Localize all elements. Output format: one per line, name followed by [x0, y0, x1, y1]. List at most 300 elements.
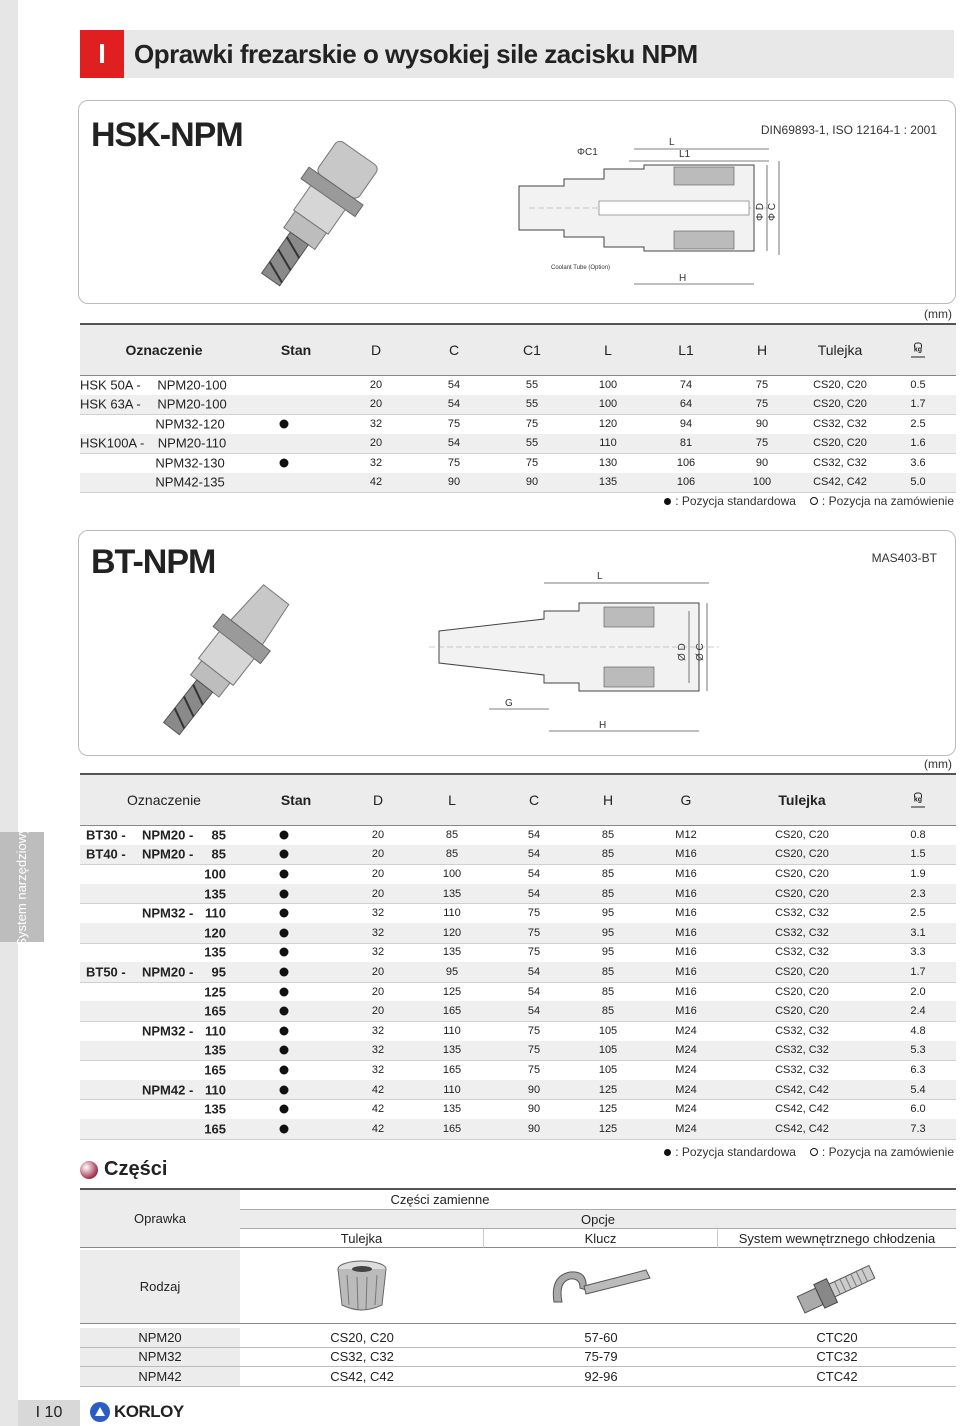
cell-h: 85 [601, 867, 615, 880]
cell-kg: 2.4 [910, 1005, 926, 1018]
cell-g: M16 [675, 965, 697, 978]
cell-l: 100 [598, 378, 618, 391]
cell-kg: 1.7 [910, 965, 926, 978]
cell-c1: 55 [525, 437, 539, 450]
row-length: 110 [205, 1023, 226, 1039]
row-prefix: HSK 63A - [80, 396, 141, 412]
cell-d: 20 [371, 965, 385, 978]
cell-h: 95 [601, 946, 615, 959]
standard-dot-icon [280, 830, 289, 839]
cell-c: 54 [527, 985, 541, 998]
row-length: 165 [204, 1062, 226, 1078]
cell-d: 20 [371, 985, 385, 998]
cell-l: 110 [443, 1024, 461, 1037]
cell-c: 54 [527, 887, 541, 900]
cell-c1: 75 [525, 456, 539, 469]
table-row [80, 903, 956, 924]
cell-g: M16 [675, 946, 697, 959]
cell-c: 75 [527, 926, 541, 939]
cell-d: 20 [371, 828, 385, 841]
col-h: H [602, 792, 614, 808]
hsk-title: HSK-NPM [91, 116, 243, 154]
table-row [80, 962, 956, 983]
cell-d: 32 [371, 1063, 385, 1076]
cell-kg: 4.8 [910, 1024, 926, 1037]
cell-tulejka: CS20, C20 [775, 965, 829, 978]
standard-dot-icon [280, 850, 289, 859]
bt-standard: MAS403-BT [871, 551, 937, 565]
cell-g: M16 [675, 848, 697, 861]
standard-dot-icon [664, 498, 671, 505]
cell-g: M16 [675, 907, 697, 920]
brand-name: KORLOY [114, 1402, 184, 1421]
bt-unit: (mm) [924, 757, 952, 771]
row-model: NPM32-120 [155, 416, 225, 432]
standard-dot-icon [280, 889, 289, 898]
cell-kg: 3.6 [910, 456, 926, 469]
coolant-tube-icon [787, 1259, 887, 1315]
col-stan: Stan [280, 342, 312, 358]
row-series: BT50 - [86, 964, 126, 980]
cell-l1: 106 [676, 476, 696, 489]
sidebar-tab-label: System narzędziowy [14, 827, 29, 947]
cell-d: 20 [371, 867, 385, 880]
cell-c: 75 [447, 456, 461, 469]
cell-kg: 2.5 [910, 907, 926, 920]
parts-cell-coolant: CTC32 [718, 1348, 956, 1368]
table-row [80, 923, 956, 944]
table-row [80, 1119, 956, 1140]
hsk-drawing-box [78, 100, 956, 304]
kg-icon: kg [911, 343, 925, 358]
parts-collet-header: Tulejka [240, 1229, 484, 1248]
cell-tulejka: CS32, C32 [813, 456, 867, 469]
row-length: 110 [205, 905, 226, 921]
cell-tulejka: CS42, C42 [775, 1122, 829, 1135]
parts-table [80, 1188, 956, 1388]
hsk-technical-drawing [469, 131, 789, 296]
col-h: H [756, 342, 768, 358]
row-series: BT30 - [86, 827, 126, 843]
parts-cell-key: 75-79 [484, 1348, 718, 1368]
coolant-tube-label: Coolant Tube (Option) [551, 265, 611, 271]
cell-g: M16 [675, 887, 697, 900]
cell-kg: 2.0 [910, 985, 926, 998]
row-model: NPM20-110 [157, 435, 227, 451]
cell-h: 105 [598, 1044, 618, 1057]
row-length: 135 [204, 1101, 226, 1117]
cell-c: 75 [527, 946, 541, 959]
section-letter: I [80, 30, 124, 78]
kg-icon: kg [911, 793, 925, 808]
page-title: Oprawki frezarskie o wysokiej sile zacisku NPM [124, 30, 954, 78]
cell-g: M12 [675, 828, 697, 841]
cell-d: 32 [369, 417, 383, 430]
row-length: 135 [204, 886, 226, 902]
cell-l: 135 [442, 946, 462, 959]
cell-tulejka: CS42, C42 [813, 476, 867, 489]
cell-kg: 2.5 [910, 417, 926, 430]
cell-l: 85 [445, 828, 459, 841]
parts-spare-header: Części zamienne [240, 1188, 640, 1210]
col-tulejka: Tulejka [817, 342, 863, 358]
cell-h: 105 [598, 1024, 618, 1037]
cell-l1: 64 [679, 398, 693, 411]
table-row [80, 982, 956, 1003]
cell-d: 32 [371, 946, 385, 959]
cell-h: 75 [755, 398, 769, 411]
standard-dot-icon [280, 869, 289, 878]
cell-l1: 74 [679, 378, 693, 391]
bt-technical-drawing [429, 561, 729, 746]
parts-cell-holder: NPM20 [80, 1328, 240, 1348]
standard-dot-icon [280, 967, 289, 976]
cell-h: 125 [598, 1083, 618, 1096]
legend-bottom [664, 1145, 954, 1159]
col-stan: Stan [280, 792, 312, 808]
cell-d: 32 [371, 907, 385, 920]
standard-dot-icon [280, 1124, 289, 1133]
row-length: 165 [204, 1121, 226, 1137]
parts-spare-spacer [640, 1188, 956, 1210]
cell-l: 120 [598, 417, 618, 430]
cell-tulejka: CS20, C20 [775, 867, 829, 880]
hook-wrench-icon [546, 1262, 656, 1312]
cell-h: 75 [755, 437, 769, 450]
table-row [80, 395, 956, 416]
cell-l: 135 [442, 1044, 462, 1057]
cell-tulejka: CS20, C20 [813, 398, 867, 411]
cell-tulejka: CS20, C20 [813, 437, 867, 450]
cell-c: 90 [527, 1122, 541, 1135]
cell-h: 105 [598, 1063, 618, 1076]
parts-coolant-header: System wewnętrznego chłodzenia [718, 1229, 956, 1248]
standard-dot-icon [280, 1007, 289, 1016]
cell-g: M24 [675, 1083, 697, 1096]
table-row [80, 1041, 956, 1062]
row-prefix: HSK 50A - [80, 377, 141, 393]
row-model: NPM42 - [142, 1082, 194, 1098]
row-length: 110 [205, 1082, 226, 1098]
cell-c: 90 [527, 1083, 541, 1096]
cell-l: 85 [445, 848, 459, 861]
cell-d: 32 [371, 926, 385, 939]
hsk-unit: (mm) [924, 307, 952, 321]
parts-cell-collet: CS20, C20 [240, 1328, 484, 1348]
row-model: NPM42-135 [155, 474, 225, 490]
parts-collet-image [240, 1250, 484, 1324]
order-circle-icon [810, 1148, 818, 1156]
cell-l: 110 [443, 907, 461, 920]
cell-d: 32 [369, 456, 383, 469]
cell-c1: 75 [525, 417, 539, 430]
cell-tulejka: CS20, C20 [775, 887, 829, 900]
col-c1: C1 [523, 342, 541, 358]
table-row [80, 1099, 956, 1120]
cell-l1: 106 [676, 456, 696, 469]
cell-tulejka: CS32, C32 [775, 946, 829, 959]
parts-cell-collet: CS42, C42 [240, 1367, 484, 1387]
legend-standard-label: : Pozycja standardowa [675, 494, 796, 508]
col-oznaczenie: Oznaczenie [125, 342, 203, 358]
cell-c: 75 [527, 1063, 541, 1076]
cell-l: 110 [599, 437, 617, 450]
cell-tulejka: CS32, C32 [775, 1063, 829, 1076]
cell-g: M24 [675, 1044, 697, 1057]
cell-h: 90 [755, 417, 769, 430]
hsk-dim-c: Φ C [767, 203, 778, 221]
cell-c: 54 [527, 965, 541, 978]
bt-dim-h: H [599, 720, 607, 731]
cell-c: 54 [447, 378, 461, 391]
table-row [80, 1001, 956, 1022]
hsk-dim-l: L [669, 137, 675, 148]
sidebar-tab [0, 827, 44, 947]
row-model: NPM20 - [142, 827, 194, 843]
parts-cell-key: 92-96 [484, 1367, 718, 1387]
cell-c: 75 [527, 1044, 541, 1057]
cell-g: M16 [675, 985, 697, 998]
cell-l: 110 [443, 1083, 461, 1096]
cell-kg: 3.1 [910, 926, 926, 939]
table-row [80, 864, 956, 885]
cell-d: 42 [371, 1122, 385, 1135]
cell-d: 42 [371, 1103, 385, 1116]
table-row [80, 943, 956, 964]
table-row [80, 1080, 956, 1101]
row-length: 100 [204, 866, 226, 882]
cell-kg: 1.9 [910, 867, 926, 880]
parts-key-header: Klucz [484, 1229, 718, 1248]
left-margin-bar [0, 0, 18, 1426]
cell-c: 54 [447, 398, 461, 411]
cell-l: 120 [442, 926, 462, 939]
table-row [80, 1060, 956, 1081]
standard-dot-icon [280, 987, 289, 996]
cell-l: 125 [442, 985, 462, 998]
cell-c: 90 [527, 1103, 541, 1116]
bt-drawing-box [78, 530, 956, 756]
cell-kg: 2.3 [910, 887, 926, 900]
table-row [80, 1021, 956, 1042]
cell-h: 95 [601, 907, 615, 920]
cell-h: 85 [601, 848, 615, 861]
parts-cell-collet: CS32, C32 [240, 1348, 484, 1368]
standard-dot-icon [664, 1149, 671, 1156]
parts-holder-header: Oprawka [80, 1188, 240, 1248]
standard-dot-icon [280, 1046, 289, 1055]
cell-c: 75 [527, 907, 541, 920]
col-oznaczenie: Oznaczenie [127, 792, 201, 808]
row-series: BT40 - [86, 846, 126, 862]
cell-c1: 90 [525, 476, 539, 489]
cell-h: 85 [601, 828, 615, 841]
cell-kg: 5.0 [910, 476, 926, 489]
cell-kg: 3.3 [910, 946, 926, 959]
cell-g: M16 [675, 926, 697, 939]
bullet-ball-icon [80, 1161, 98, 1179]
cell-kg: 5.3 [910, 1044, 926, 1057]
cell-c: 90 [447, 476, 461, 489]
cell-d: 20 [371, 1005, 385, 1018]
cell-c: 75 [447, 417, 461, 430]
row-length: 165 [204, 1003, 226, 1019]
parts-type-label: Rodzaj [80, 1250, 240, 1324]
cell-d: 20 [369, 398, 383, 411]
row-model: NPM20-100 [157, 396, 227, 412]
col-tulejka: Tulejka [778, 792, 826, 808]
cell-tulejka: CS32, C32 [775, 926, 829, 939]
cell-c1: 55 [525, 378, 539, 391]
cell-kg: 1.7 [910, 398, 926, 411]
cell-c: 54 [527, 1005, 541, 1018]
col-d: D [372, 792, 384, 808]
standard-dot-icon [280, 909, 289, 918]
cell-g: M24 [675, 1103, 697, 1116]
cell-h: 125 [598, 1122, 618, 1135]
cell-h: 90 [755, 456, 769, 469]
hsk-dim-c1: ΦC1 [577, 147, 598, 158]
standard-dot-icon [280, 458, 289, 467]
cell-kg: 1.5 [910, 848, 926, 861]
col-d: D [370, 342, 382, 358]
standard-dot-icon [280, 419, 289, 428]
cell-g: M24 [675, 1122, 697, 1135]
row-model: NPM32-130 [155, 455, 225, 471]
parts-cell-holder: NPM32 [80, 1348, 240, 1368]
parts-coolant-image [718, 1250, 956, 1324]
parts-cell-holder: NPM42 [80, 1367, 240, 1387]
cell-c: 75 [527, 1024, 541, 1037]
row-length: 85 [211, 827, 226, 843]
cell-kg: 0.5 [910, 378, 926, 391]
standard-dot-icon [280, 1085, 289, 1094]
legend-standard-label: : Pozycja standardowa [675, 1145, 796, 1159]
cell-g: M24 [675, 1063, 697, 1076]
cell-h: 100 [752, 476, 772, 489]
cell-kg: 0.8 [910, 828, 926, 841]
cell-c: 54 [527, 828, 541, 841]
row-length: 120 [204, 925, 226, 941]
cell-l: 135 [598, 476, 618, 489]
cell-l: 95 [445, 965, 459, 978]
bt-dim-d: Ø D [677, 643, 688, 661]
table-row [80, 414, 956, 435]
cell-c: 54 [447, 437, 461, 450]
standard-dot-icon [280, 1105, 289, 1114]
parts-title: Części [104, 1158, 168, 1180]
cell-h: 125 [598, 1103, 618, 1116]
cell-d: 20 [369, 378, 383, 391]
standard-dot-icon [280, 1065, 289, 1074]
col-l: L [604, 342, 612, 358]
cell-kg: 7.3 [910, 1122, 926, 1135]
cell-c: 54 [527, 867, 541, 880]
cell-l: 165 [442, 1122, 462, 1135]
cell-tulejka: CS32, C32 [775, 907, 829, 920]
order-circle-icon [810, 497, 818, 505]
page-number: I 10 [18, 1400, 80, 1426]
col-c: C [528, 792, 540, 808]
cell-c: 54 [527, 848, 541, 861]
standard-dot-icon [280, 1026, 289, 1035]
cell-g: M16 [675, 1005, 697, 1018]
cell-tulejka: CS20, C20 [775, 1005, 829, 1018]
cell-d: 20 [369, 437, 383, 450]
cell-tulejka: CS20, C20 [775, 985, 829, 998]
cell-l: 100 [598, 398, 618, 411]
parts-cell-coolant: CTC20 [718, 1328, 956, 1348]
hsk-tool-image [229, 131, 389, 301]
table-row [80, 884, 956, 905]
cell-tulejka: CS42, C42 [775, 1103, 829, 1116]
cell-l1: 81 [679, 437, 693, 450]
bt-dim-c: Ø C [695, 643, 706, 661]
parts-options-header: Opcje [240, 1210, 956, 1229]
row-length: 95 [211, 964, 226, 980]
row-model: NPM20 - [142, 846, 194, 862]
cell-tulejka: CS20, C20 [775, 848, 829, 861]
table-row [80, 845, 956, 866]
row-model: NPM32 - [142, 905, 194, 921]
hsk-dim-l1: L1 [679, 149, 691, 160]
cell-l: 130 [598, 456, 618, 469]
hsk-dim-d: Φ D [755, 203, 766, 221]
bt-table-header [80, 773, 956, 826]
hsk-dim-h: H [679, 273, 687, 284]
row-model: NPM20-100 [157, 377, 227, 393]
row-length: 85 [211, 846, 226, 862]
cell-tulejka: CS32, C32 [813, 417, 867, 430]
cell-l: 135 [442, 887, 462, 900]
cell-tulejka: CS32, C32 [775, 1044, 829, 1057]
cell-h: 85 [601, 1005, 615, 1018]
hsk-standard: DIN69893-1, ISO 12164-1 : 2001 [760, 123, 937, 137]
cell-h: 95 [601, 926, 615, 939]
cell-h: 85 [601, 887, 615, 900]
cell-tulejka: CS20, C20 [813, 378, 867, 391]
hsk-table-header [80, 323, 956, 376]
cell-d: 42 [369, 476, 383, 489]
row-length: 135 [204, 944, 226, 960]
parts-cell-key: 57-60 [484, 1328, 718, 1348]
cell-tulejka: CS42, C42 [775, 1083, 829, 1096]
cell-h: 85 [601, 985, 615, 998]
cell-tulejka: CS32, C32 [775, 1024, 829, 1037]
col-l1: L1 [678, 342, 694, 358]
legend-order-label: : Pozycja na zamówienie [821, 1145, 954, 1159]
row-length: 135 [204, 1042, 226, 1058]
table-row [80, 434, 956, 455]
korloy-logo-icon [90, 1402, 110, 1422]
row-model: NPM20 - [142, 964, 194, 980]
col-c: C [448, 342, 460, 358]
collet-icon [327, 1257, 397, 1317]
table-row [80, 825, 956, 846]
cell-h: 85 [601, 965, 615, 978]
row-length: 125 [204, 984, 226, 1000]
cell-c1: 55 [525, 398, 539, 411]
cell-l: 100 [442, 867, 462, 880]
cell-kg: 1.6 [910, 437, 926, 450]
row-prefix: HSK100A - [80, 435, 145, 451]
cell-l1: 94 [679, 417, 693, 430]
cell-l: 165 [442, 1063, 462, 1076]
cell-g: M24 [675, 1024, 697, 1037]
cell-d: 20 [371, 887, 385, 900]
standard-dot-icon [280, 948, 289, 957]
row-model: NPM32 - [142, 1023, 194, 1039]
